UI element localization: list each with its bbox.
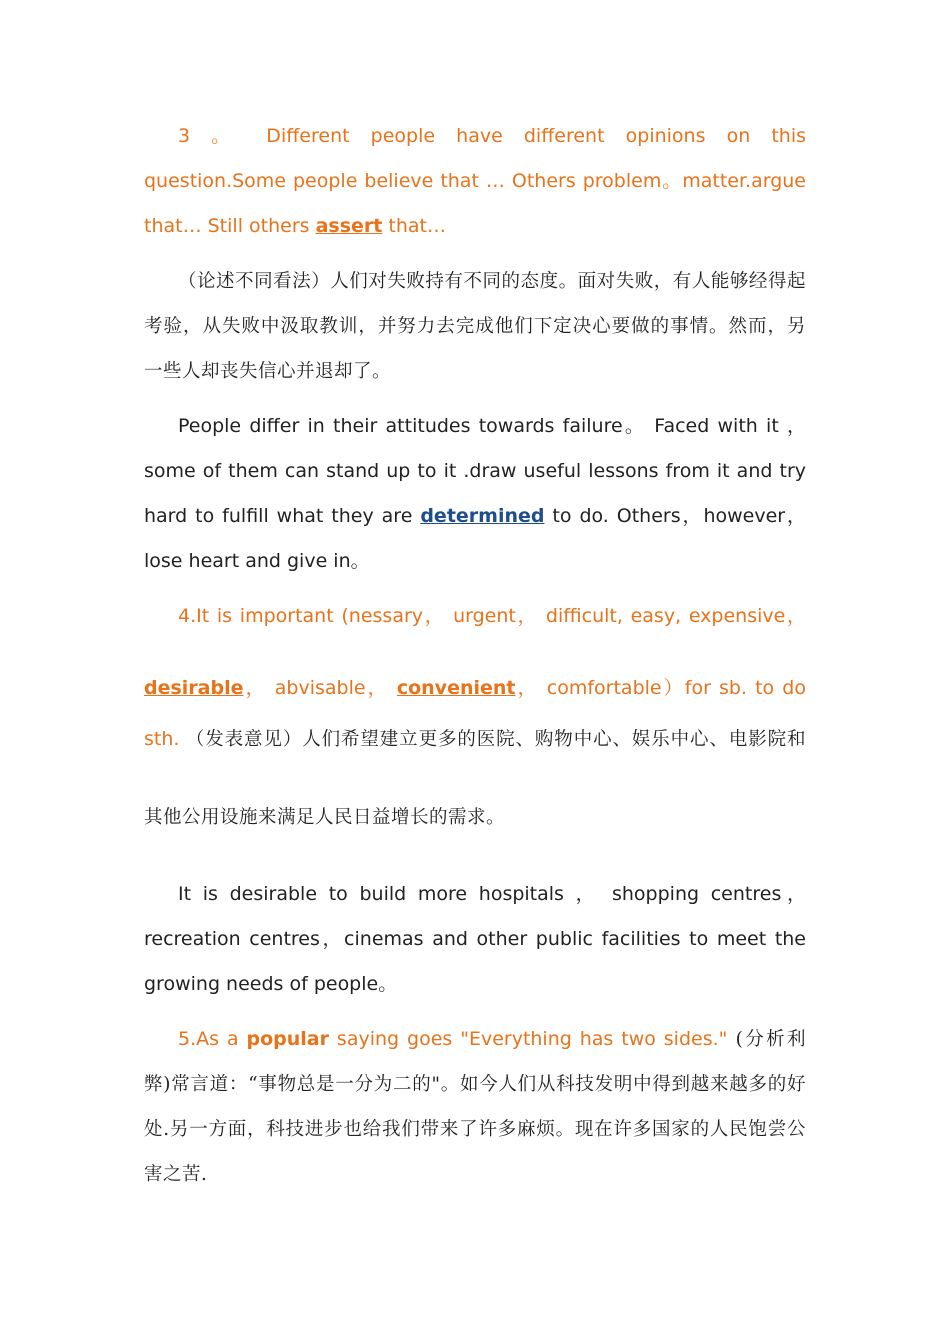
p4-cn1: （发表意见）人们希望建立更多的医院、购物中心、娱乐中心、电影院和 (185, 729, 806, 750)
p3-text: 3 。 Different people have different opinions on this question.Some people believe that … Others problem。matter.argue that… Still others (144, 125, 806, 237)
paragraph-4-heading: 4.It is important (nessary， urgent， difficult, easy, expensive， (178, 605, 806, 627)
p3-en-before: People differ in their attitudes towards failure。 Faced with it ，some of them can stand up to it .draw useful lessons from it and try hard to fulfill what they are (144, 415, 806, 527)
p4-sep1: ， abvisable， (243, 677, 397, 699)
paragraph-5 (144, 1017, 806, 1197)
popular-word: popular (246, 1028, 330, 1050)
paragraph-4-chinese-1 (144, 717, 806, 762)
assert-link[interactable]: assert (315, 215, 383, 237)
p5-chinese: (分析利弊)常言道：“事物总是一分为二的"。如今人们从科技发明中得到越来越多的好处.另一方面，科技进步也给我们带来了许多麻烦。现在许多国家的人民饱尝公害之苦. (144, 1029, 807, 1185)
p4-sth: sth. (144, 728, 186, 750)
convenient-link[interactable]: convenient (396, 677, 516, 699)
paragraph-3-english (144, 404, 806, 584)
p3-en-after: to do. Others，however，lose heart and give in。 (144, 505, 806, 572)
paragraph-3-heading (144, 114, 806, 249)
determined-link[interactable]: determined (420, 505, 545, 527)
document-page (144, 114, 806, 1197)
desirable-link[interactable]: desirable (144, 677, 244, 699)
paragraph-4-english: It is desirable to build more hospitals ， shopping centres，recreation centres，cinemas and other public facilities to meet the growing needs of people。 (144, 883, 806, 995)
paragraph-4-options (144, 649, 806, 727)
p5-prefix: 5.As a (178, 1028, 247, 1050)
p5-quote: saying goes "Everything has two sides." (329, 1028, 728, 1050)
paragraph-3-chinese: （论述不同看法）人们对失败持有不同的态度。面对失败，有人能够经得起考验，从失败中汲取教训，并努力去完成他们下定决心要做的事情。然而，另一些人却丧失信心并退却了。 (144, 271, 806, 382)
paragraph-4-chinese-2: 其他公用设施来满足人民日益增长的需求。 (144, 807, 506, 828)
p3-tail: that… (382, 215, 446, 237)
p4-sep2: ， comfortable）for sb. to do (515, 677, 806, 699)
